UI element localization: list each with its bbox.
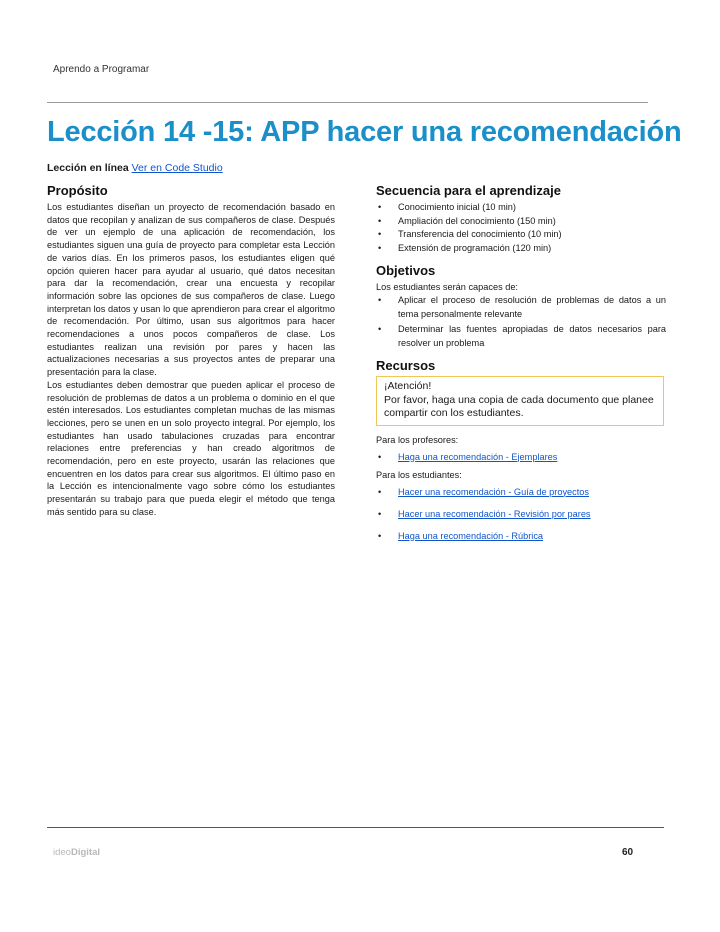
sequence-item: • Conocimiento inicial (10 min): [376, 201, 666, 215]
student-link-item: [376, 530, 666, 543]
resources-section: [376, 358, 666, 543]
student-link-item: [376, 508, 666, 521]
ejemplares-link[interactable]: Haga una recomendación - Ejemplares: [398, 451, 558, 462]
sequence-item: • Ampliación del conocimiento (150 min): [376, 215, 666, 229]
teacher-links: [376, 451, 666, 464]
page-title: Lección 14 -15: APP hacer una recomendación: [47, 116, 682, 148]
objectives-list: [376, 294, 666, 350]
students-label: Para los estudiantes:: [376, 469, 462, 480]
footer-logo: [53, 847, 100, 858]
logo-light-text: ideo: [53, 847, 71, 858]
objectives-heading: Objetivos: [376, 263, 436, 278]
project-guide-link[interactable]: Hacer una recomendación - Guía de proyectos: [398, 486, 589, 497]
sequence-list: [376, 201, 666, 255]
objective-item: • Aplicar el proceso de resolución de problemas de datos a un tema personalmente relevante: [376, 294, 666, 321]
objectives-section: [376, 263, 666, 350]
online-lesson-label: Lección en línea: [47, 162, 129, 174]
logo-bold-text: Digital: [70, 847, 100, 858]
running-header: Aprendo a Programar: [53, 64, 150, 75]
page-number: 60: [622, 847, 634, 858]
peer-review-link[interactable]: Hacer una recomendación - Revisión por pares: [398, 508, 591, 519]
rubric-link[interactable]: Haga una recomendación - Rúbrica: [398, 530, 544, 541]
sequence-item: • Extensión de programación (120 min): [376, 242, 666, 256]
sequence-section: [376, 183, 666, 255]
right-column: [376, 183, 666, 552]
purpose-paragraph-2: Los estudiantes deben demostrar que pueden aplicar el proceso de resolución de problemas de datos a un problema o dominio en el que estén interesados. Los estudiantes completan muchas de las mismas lecciones, pero se unen en un solo proyecto integral. Por ejemplo, los estudiantes han usado tabulaciones cruzadas para encontrar relaciones entre preferencias y han creado algoritmos de recomendación, pero en este proyecto, usarán las relaciones que encuentren en los datos para crear sus algoritmos. El último paso en la Lección es intencionalmente vago sobre cómo los estudiantes presentarán su trabajo para que pueda elegir el método que tenga más sentido para su clase.: [47, 379, 335, 517]
code-studio-link[interactable]: Ver en Code Studio: [131, 162, 223, 174]
student-links: [376, 486, 666, 543]
student-link-item: [376, 486, 666, 499]
teacher-link-item: [376, 451, 666, 464]
purpose-heading: Propósito: [47, 183, 108, 198]
sequence-item: • Transferencia del conocimiento (10 min): [376, 228, 666, 242]
footer-divider: [47, 827, 664, 828]
objectives-intro: Los estudiantes serán capaces de:: [376, 282, 518, 292]
teachers-label: Para los profesores:: [376, 434, 459, 445]
attention-box: [376, 376, 664, 426]
header-divider: [47, 102, 648, 103]
resources-heading: Recursos: [376, 358, 436, 373]
sequence-heading: Secuencia para el aprendizaje: [376, 183, 561, 198]
purpose-column: [47, 183, 335, 519]
objective-item: • Determinar las fuentes apropiadas de datos necesarios para resolver un problema: [376, 323, 666, 350]
purpose-paragraph-1: Los estudiantes diseñan un proyecto de recomendación basado en datos que recopilan y analizan de sus compañeros de clase. Después de ver un ejemplo de una aplicación de recomendación, los estudiantes siguen una guía de proyecto para completar esta Lección de varios días. En los primeros pasos, los estudiantes eligen qué opción quieren hacer para ayudar al usuario, qué datos necesitan para dar la recomendación, crear una encuesta y recopilar información sobre las opciones de sus compañeros de clase. Luego interpretan los datos y usan lo que aprendieron para crear el algoritmo de recomendación. Por último, usan sus algoritmos para hacer recomendaciones a unos pocos compañeros de clase. Los estudiantes realizan una revisión por pares y hacen las actualizaciones necesarias a sus proyectos antes de preparar una presentación para la clase.: [47, 202, 335, 378]
online-lesson-line: [47, 162, 223, 174]
attention-title: ¡Atención!: [384, 380, 432, 392]
attention-text: Por favor, haga una copia de cada documento que planee compartir con los estudiantes.: [384, 393, 654, 419]
